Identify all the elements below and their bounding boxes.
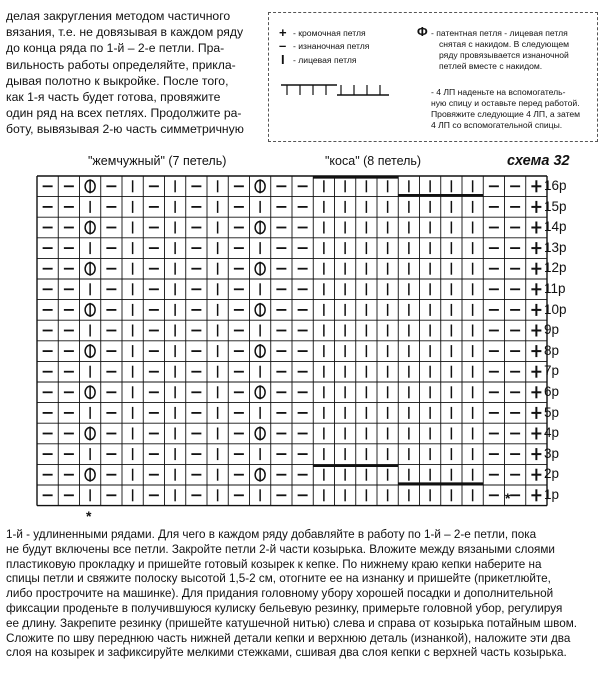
- row-label: 15р: [544, 198, 567, 214]
- intro-line: как 1-я часть будет готова, провяжите: [6, 90, 221, 105]
- edge-stitch: [531, 325, 541, 337]
- patent-stitch: [255, 427, 265, 441]
- edge-stitch: [531, 489, 541, 501]
- patent-stitch: [85, 427, 95, 441]
- edge-stitch: [531, 304, 541, 316]
- legend-cable-line: ную спицу и оставьте перед работой.: [431, 98, 580, 108]
- legend-cable-line: - 4 ЛП наденьте на вспомогатель-: [431, 87, 566, 97]
- patent-stitch: [255, 344, 265, 358]
- body-line: ее длину. Закрепите резинку (пришейте катушечной нитью) слева и справа от козырька потайным швом.: [6, 616, 578, 630]
- edge-stitch: [531, 448, 541, 460]
- body-line: либо прострочите на машинке). Для придания головному убору хорошей посадки и дополнительной: [6, 587, 554, 601]
- row-label: 6р: [544, 384, 560, 399]
- repeat-star-left: *: [86, 508, 92, 524]
- intro-line: один ряд на всех петлях. Продолжите ра-: [6, 106, 242, 121]
- edge-stitch: [531, 283, 541, 295]
- edge-stitch: [531, 345, 541, 357]
- body-line: не будут включены все петли. Закройте петли 2-й части козырька. Вложите между вязаными слоями: [6, 542, 555, 556]
- intro-line: боту, вывязывая 2-ю часть симметричную: [6, 122, 244, 137]
- edge-stitch: [531, 428, 541, 440]
- patent-stitch: [255, 385, 265, 399]
- legend-patent-line: ряду провязывается изнаночной: [439, 50, 569, 60]
- edge-stitch-icon: +: [279, 25, 287, 40]
- patent-stitch: [255, 303, 265, 317]
- patent-stitch: [255, 262, 265, 276]
- edge-stitch: [531, 366, 541, 378]
- repeat-star-right: *: [505, 490, 511, 506]
- row-label: 14р: [544, 219, 567, 235]
- row-label: 5р: [544, 404, 560, 420]
- intro-line: вильность работы определяйте, прикла-: [6, 57, 236, 72]
- edge-stitch: [531, 386, 541, 398]
- patent-stitch: [85, 262, 95, 276]
- edge-stitch: [531, 222, 541, 234]
- row-label: 8р: [544, 342, 560, 358]
- body-text: [6, 528, 598, 661]
- row-label: 2р: [544, 466, 560, 482]
- intro-line: делая закругления методом частичного: [6, 9, 231, 23]
- edge-stitch: [531, 180, 541, 192]
- intro-line: дывая полотно к выкройке. После того,: [6, 73, 229, 88]
- edge-stitch: [531, 407, 541, 419]
- legend-knit-text: - лицевая петля: [293, 55, 357, 65]
- patent-stitch: [85, 303, 95, 317]
- patent-stitch: [85, 468, 95, 482]
- body-line: спицы петли и свяжите полоску высотой 1,5-2 см, отогните ее на изнанку и пришейте (прикетлюйте,: [6, 572, 551, 586]
- legend-cable-line: Провяжите следующие 4 ЛП, а затем: [431, 109, 581, 119]
- body-line: пластиковую прокладку и пришейте готовый козырек к кепке. По нижнему краю кепки наберите на: [6, 557, 542, 571]
- intro-line: до конца ряда по 1-й – 2-е петли. Пра-: [6, 41, 225, 56]
- intro-line: вязания, т.е. не довязывая в каждом ряду: [6, 25, 244, 40]
- body-line: слоя на козырек и зафиксируйте мелкими стежками, сшивая два слоя кепки с верхней часть козырька.: [6, 646, 567, 660]
- body-line: фиксации проденьте в получившуюся кулиску бельевую резинку, примерьте головной убор, регулируя: [6, 601, 563, 615]
- knit-stitch-icon: I: [281, 52, 285, 67]
- cable-pattern-label: "коса" (8 петель): [325, 154, 422, 168]
- row-label: 11р: [544, 281, 566, 296]
- row-label: 10р: [544, 301, 567, 317]
- pearl-pattern-label: "жемчужный" (7 петель): [88, 154, 227, 168]
- row-label: 13р: [544, 239, 567, 255]
- patent-stitch: [85, 179, 95, 193]
- legend-patent-line: снятая с накидом. В следующем: [439, 39, 570, 49]
- patent-stitch-icon: Φ: [417, 24, 428, 39]
- patent-stitch: [85, 385, 95, 399]
- schema-title: схема 32: [507, 153, 570, 169]
- legend-patent-line: - патентная петля - лицевая петля: [431, 28, 568, 38]
- row-label: 12р: [544, 260, 567, 276]
- row-label: 3р: [544, 445, 560, 461]
- row-label: 9р: [544, 322, 560, 338]
- edge-stitch: [531, 201, 541, 213]
- patent-stitch: [255, 468, 265, 482]
- body-line: Сложите по шву переднюю часть нижней детали кепки и верхнюю деталь (изнанкой), наложите эти два: [6, 631, 571, 645]
- patent-stitch: [85, 344, 95, 358]
- patent-stitch: [255, 179, 265, 193]
- legend-edge-text: - кромочная петля: [293, 28, 366, 38]
- purl-stitch-icon: –: [279, 38, 287, 53]
- legend-purl-text: - изнаночная петля: [293, 41, 370, 51]
- row-label: 1р: [544, 487, 560, 502]
- legend-patent-line: петлей вместе с накидом.: [439, 61, 543, 71]
- patent-stitch: [255, 221, 265, 235]
- edge-stitch: [531, 263, 541, 275]
- row-label: 16р: [544, 178, 567, 193]
- edge-stitch: [531, 469, 541, 481]
- row-label: 7р: [544, 363, 560, 379]
- body-line: 1-й - удлиненными рядами. Для чего в каждом ряду добавляйте в работу по 1-й – 2-е петли, пока: [6, 528, 537, 541]
- legend-cable-line: 4 ЛП со вспомогательной спицы.: [431, 120, 563, 130]
- edge-stitch: [531, 242, 541, 254]
- patent-stitch: [85, 221, 95, 235]
- row-label: 4р: [544, 425, 560, 441]
